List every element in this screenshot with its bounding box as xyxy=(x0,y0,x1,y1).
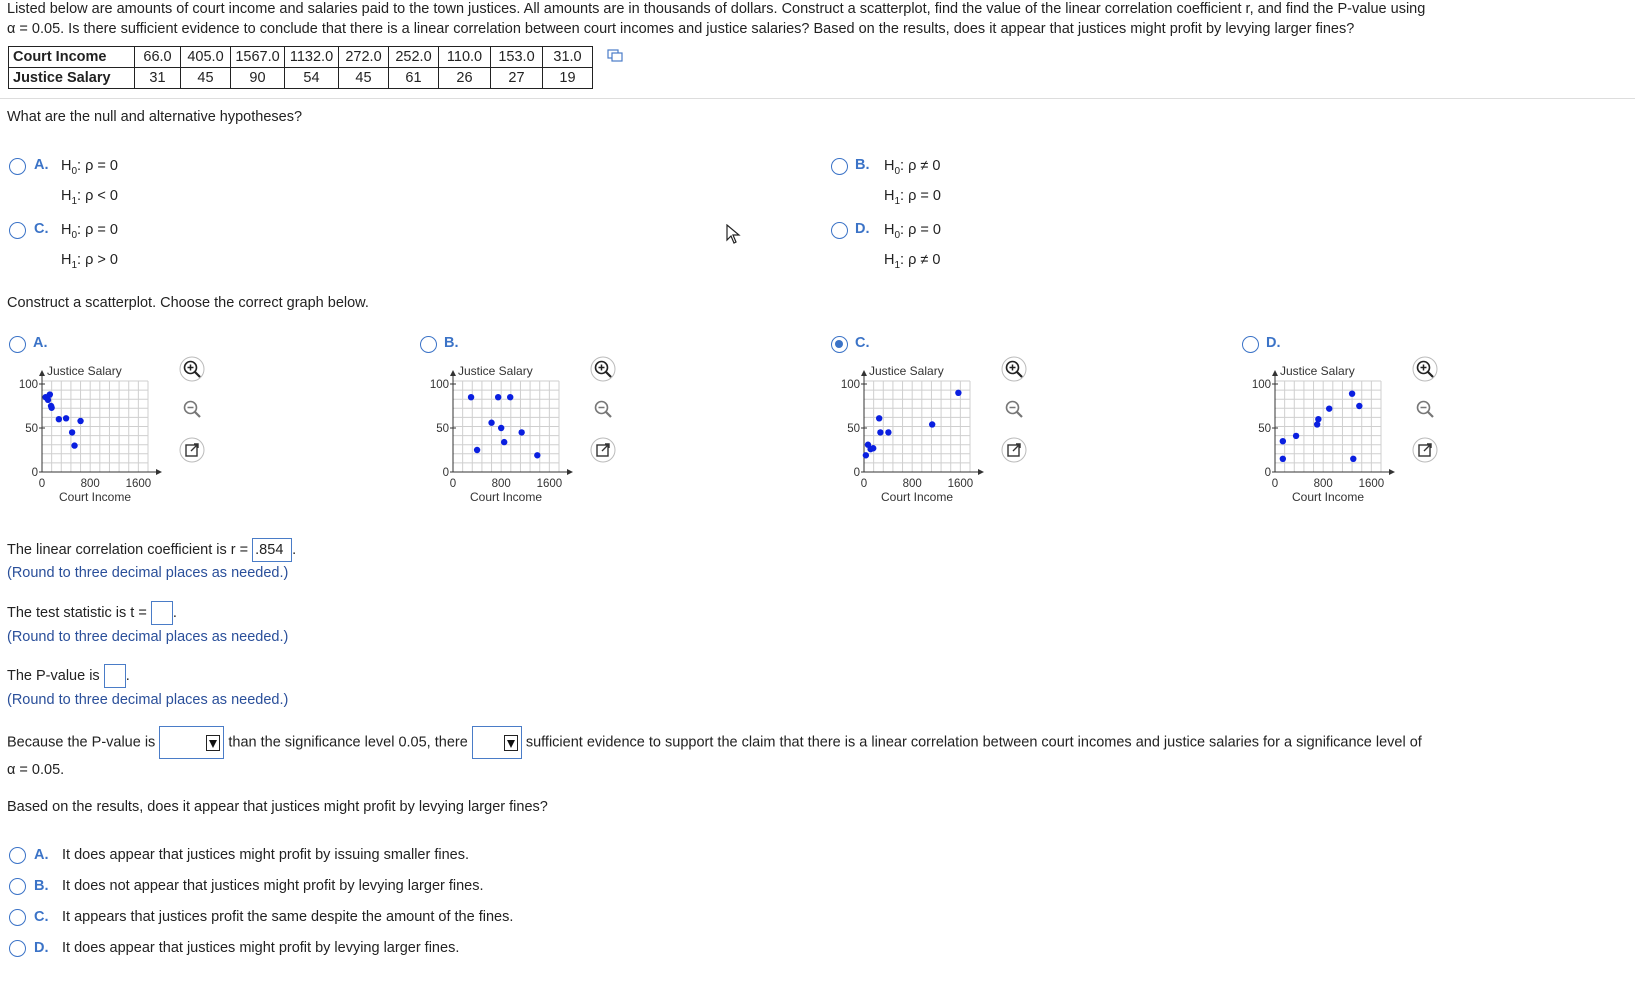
table-cell: 26 xyxy=(439,68,491,89)
table-row xyxy=(9,68,593,89)
zoom-out-icon[interactable] xyxy=(590,396,616,422)
radio-button[interactable] xyxy=(9,847,26,864)
test-statistic-row: The test statistic is t = . xyxy=(7,601,177,625)
x-axis-label: Court Income xyxy=(1291,490,1365,504)
radio-button[interactable] xyxy=(9,878,26,895)
x-axis-arrow xyxy=(567,469,573,475)
data-point xyxy=(488,420,494,426)
scatterplot-prompt: Construct a scatterplot. Choose the correct graph below. xyxy=(7,295,369,311)
x-tick-label: 800 xyxy=(491,478,511,490)
y-axis-label: Justice Salary xyxy=(869,364,944,378)
x-tick-label: 0 xyxy=(38,478,46,490)
h1-text: ρ < 0 xyxy=(85,187,118,204)
y-axis-arrow xyxy=(861,370,867,376)
table-cell: 66.0 xyxy=(135,47,181,68)
data-point xyxy=(876,415,882,421)
scatterplot-chart xyxy=(1235,358,1405,508)
radio-button[interactable] xyxy=(9,336,26,353)
table-cell: 272.0 xyxy=(339,47,389,68)
h1-text: ρ ≠ 0 xyxy=(908,251,941,268)
p-label: The P-value is xyxy=(7,667,100,684)
popout-icon[interactable] xyxy=(1412,437,1438,463)
option-text: It does not appear that justices might profit by levying larger fines. xyxy=(62,878,484,894)
data-point xyxy=(77,418,83,424)
zoom-out-icon[interactable] xyxy=(1001,396,1027,422)
table-cell: 31.0 xyxy=(543,47,593,68)
conclusion-part-1: Because the P-value is xyxy=(7,734,156,751)
x-tick-label: 0 xyxy=(860,478,868,490)
x-tick-label: 800 xyxy=(80,478,100,490)
y-tick-label: 50 xyxy=(847,423,860,435)
table-cell: 1132.0 xyxy=(285,47,339,68)
popout-icon[interactable] xyxy=(590,437,616,463)
x-axis-label: Court Income xyxy=(880,490,954,504)
y-axis-label: Justice Salary xyxy=(47,364,122,378)
hypothesis-pair: $H_0$: ρ = 0 $H_1$: ρ < 0 xyxy=(61,158,118,207)
conclusion-part-2: than the significance level 0.05, there xyxy=(228,734,468,751)
t-label: The test statistic is t = xyxy=(7,604,147,621)
radio-button[interactable] xyxy=(831,158,848,175)
h0-text: ρ = 0 xyxy=(85,158,118,174)
radio-button[interactable] xyxy=(1242,336,1259,353)
zoom-out-icon[interactable] xyxy=(1412,396,1438,422)
conclusion-part-3: sufficient evidence to support the claim that there is a linear correlation between court incomes and justice salaries for a significance level of xyxy=(525,734,1422,751)
data-point xyxy=(1280,456,1286,462)
data-point xyxy=(495,394,501,400)
data-point xyxy=(534,452,540,458)
y-axis-label: Justice Salary xyxy=(458,364,533,378)
table-cell: 54 xyxy=(285,68,339,89)
comparison-dropdown[interactable] xyxy=(159,726,224,759)
radio-button[interactable] xyxy=(831,222,848,239)
table-cell: 61 xyxy=(389,68,439,89)
x-axis-arrow xyxy=(978,469,984,475)
data-point xyxy=(468,394,474,400)
zoom-in-icon[interactable] xyxy=(590,356,616,382)
y-axis-arrow xyxy=(450,370,456,376)
zoom-in-icon[interactable] xyxy=(1001,356,1027,382)
option-letter: C. xyxy=(34,909,49,925)
popout-icon[interactable] xyxy=(1001,437,1027,463)
option-letter: A. xyxy=(34,157,49,173)
data-point xyxy=(507,394,513,400)
x-axis-label: Court Income xyxy=(469,490,543,504)
table-cell: 405.0 xyxy=(181,47,231,68)
zoom-out-icon[interactable] xyxy=(179,396,205,422)
table-cell: 45 xyxy=(181,68,231,89)
copy-icon[interactable] xyxy=(607,49,623,63)
radio-button[interactable] xyxy=(831,336,848,353)
x-tick-label: 1600 xyxy=(947,478,974,490)
table-cell: 90 xyxy=(231,68,285,89)
evidence-dropdown[interactable] xyxy=(472,726,522,759)
data-point xyxy=(501,439,507,445)
y-tick-label: 0 xyxy=(1264,467,1271,479)
data-point xyxy=(929,421,935,427)
table-row xyxy=(9,47,593,68)
data-point xyxy=(47,391,53,397)
hypothesis-pair: $H_0$: ρ ≠ 0 $H_1$: ρ = 0 xyxy=(884,158,941,207)
p-hint: (Round to three decimal places as needed.) xyxy=(7,692,289,708)
x-tick-label: 800 xyxy=(902,478,922,490)
hypothesis-pair: $H_0$: ρ = 0 $H_1$: ρ ≠ 0 xyxy=(884,222,941,271)
option-letter: C. xyxy=(34,221,49,237)
data-point xyxy=(863,452,869,458)
option-letter: D. xyxy=(34,940,49,956)
data-point xyxy=(1280,438,1286,444)
y-tick-label: 50 xyxy=(436,423,449,435)
intro-line-2: α = 0.05. Is there sufficient evidence to conclude that there is a linear correlation between court incomes and justice salaries? Based on the results, does it appear that justices might profit by levying larger fines? xyxy=(7,21,1355,37)
x-tick-label: 1600 xyxy=(536,478,563,490)
scatterplot-chart xyxy=(413,358,583,508)
data-point xyxy=(1349,390,1355,396)
cursor-arrow-icon xyxy=(726,224,742,244)
p-input[interactable] xyxy=(104,664,126,688)
data-point xyxy=(48,403,54,409)
r-label: The linear correlation coefficient is r = xyxy=(7,541,249,558)
popout-icon[interactable] xyxy=(179,437,205,463)
option-letter: B. xyxy=(444,335,459,351)
h1-text: ρ = 0 xyxy=(908,187,941,204)
x-tick-label: 0 xyxy=(1271,478,1279,490)
option-text: It does appear that justices might profit by issuing smaller fines. xyxy=(62,847,469,863)
y-axis-arrow xyxy=(39,370,45,376)
table-cell: 45 xyxy=(339,68,389,89)
table-cell: 1567.0 xyxy=(231,47,285,68)
chevron-down-icon xyxy=(504,735,518,751)
y-tick-label: 100 xyxy=(429,379,449,391)
table-cell: 31 xyxy=(135,68,181,89)
table-cell: 19 xyxy=(543,68,593,89)
y-tick-label: 0 xyxy=(442,467,449,479)
r-hint: (Round to three decimal places as needed.) xyxy=(7,565,289,581)
table-cell: 153.0 xyxy=(491,47,543,68)
table-cell: 27 xyxy=(491,68,543,89)
t-hint: (Round to three decimal places as needed.) xyxy=(7,629,289,645)
intro-line-1: Listed below are amounts of court income and salaries paid to the town justices. All amounts are in thousands of dollars. Construct a scatterplot, find the value of the linear correlation coefficient r, and find the P-value using xyxy=(7,1,1426,17)
row-header: Court Income xyxy=(9,47,135,68)
table-cell: 252.0 xyxy=(389,47,439,68)
r-input[interactable]: .854 xyxy=(252,538,292,562)
radio-button[interactable] xyxy=(9,909,26,926)
data-point xyxy=(498,425,504,431)
y-tick-label: 100 xyxy=(840,379,860,391)
radio-button[interactable] xyxy=(420,336,437,353)
data-point xyxy=(69,429,75,435)
data-point xyxy=(1356,403,1362,409)
x-axis-label: Court Income xyxy=(58,490,132,504)
fines-prompt: Based on the results, does it appear that justices might profit by levying larger fines? xyxy=(7,799,548,815)
x-tick-label: 1600 xyxy=(1358,478,1385,490)
y-tick-label: 0 xyxy=(31,467,38,479)
x-axis-arrow xyxy=(156,469,162,475)
option-text: It does appear that justices might profit by levying larger fines. xyxy=(62,940,460,956)
row-header: Justice Salary xyxy=(9,68,135,89)
problem-intro xyxy=(7,0,1617,39)
data-point xyxy=(1350,456,1356,462)
option-letter: A. xyxy=(34,847,49,863)
data-table xyxy=(8,46,593,89)
option-letter: B. xyxy=(34,878,49,894)
y-tick-label: 0 xyxy=(853,467,860,479)
conclusion-part-4: α = 0.05. xyxy=(7,762,65,778)
y-tick-label: 50 xyxy=(1258,423,1271,435)
x-axis-arrow xyxy=(1389,469,1395,475)
data-point xyxy=(56,416,62,422)
y-tick-label: 50 xyxy=(25,423,38,435)
zoom-in-icon[interactable] xyxy=(179,356,205,382)
x-tick-label: 1600 xyxy=(125,478,152,490)
data-point xyxy=(63,415,69,421)
table-cell: 110.0 xyxy=(439,47,491,68)
option-letter: C. xyxy=(855,335,870,351)
x-tick-label: 0 xyxy=(449,478,457,490)
conclusion-row xyxy=(7,726,1627,759)
data-point xyxy=(1326,405,1332,411)
divider xyxy=(0,98,1635,99)
data-point xyxy=(877,429,883,435)
scatterplot-chart xyxy=(824,358,994,508)
option-letter: A. xyxy=(33,335,48,351)
hypothesis-pair: $H_0$: ρ = 0 $H_1$: ρ > 0 xyxy=(61,222,118,271)
scatterplot-chart xyxy=(2,358,172,508)
data-point xyxy=(1315,416,1321,422)
h0-text: ρ ≠ 0 xyxy=(908,158,941,174)
data-point xyxy=(1314,421,1320,427)
chevron-down-icon xyxy=(206,735,220,751)
correlation-row: The linear correlation coefficient is r = .854 . xyxy=(7,538,296,562)
h0-text: ρ = 0 xyxy=(908,222,941,238)
h0-text: ρ = 0 xyxy=(85,222,118,238)
option-letter: D. xyxy=(1266,335,1281,351)
radio-button[interactable] xyxy=(9,158,26,175)
p-value-row: The P-value is . xyxy=(7,664,130,688)
zoom-in-icon[interactable] xyxy=(1412,356,1438,382)
radio-button[interactable] xyxy=(9,940,26,957)
t-input[interactable] xyxy=(151,601,173,625)
data-point xyxy=(518,429,524,435)
option-letter: B. xyxy=(855,157,870,173)
y-tick-label: 100 xyxy=(1251,379,1271,391)
y-tick-label: 100 xyxy=(18,379,38,391)
h1-text: ρ > 0 xyxy=(85,251,118,268)
data-point xyxy=(474,447,480,453)
data-point xyxy=(870,445,876,451)
data-point xyxy=(955,390,961,396)
option-letter: D. xyxy=(855,221,870,237)
data-point xyxy=(71,442,77,448)
hypotheses-prompt: What are the null and alternative hypotheses? xyxy=(7,109,303,125)
option-text: It appears that justices profit the same despite the amount of the fines. xyxy=(62,909,514,925)
data-point xyxy=(885,429,891,435)
y-axis-arrow xyxy=(1272,370,1278,376)
radio-button[interactable] xyxy=(9,222,26,239)
y-axis-label: Justice Salary xyxy=(1280,364,1355,378)
data-point xyxy=(1293,433,1299,439)
x-tick-label: 800 xyxy=(1313,478,1333,490)
